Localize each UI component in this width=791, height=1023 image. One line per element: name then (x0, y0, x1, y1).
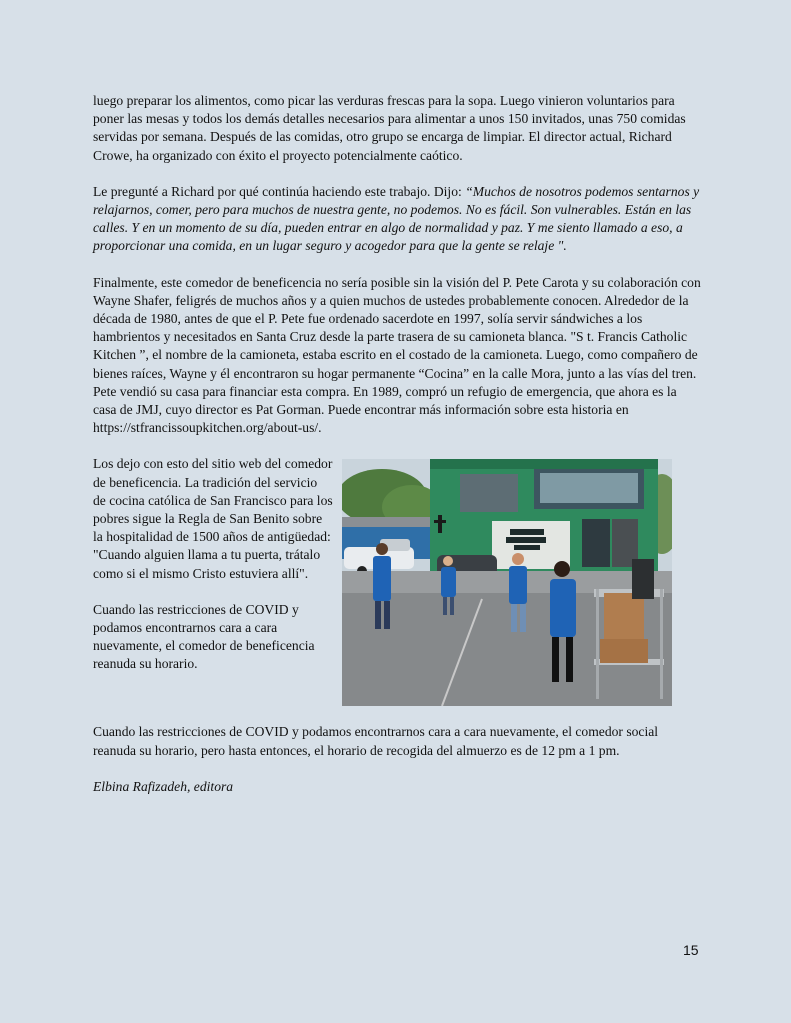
signature-text: Elbina Rafizadeh, editora (93, 778, 234, 794)
signature (93, 778, 703, 796)
article-body (93, 92, 703, 796)
paragraph-1: luego preparar los alimentos, como picar las verduras frescas para la sopa. Luego vinieron voluntarios para poner las mesas y todos los demás detalles necesarios para alimentar a unos 150 invitados, unas 750 comidas servidas por semana. Después de las comidas, otro grupo se encarga de limpiar. El director actual, Richard Crowe, ha organizado con éxito el proyecto potencialmente caótico. (93, 93, 686, 163)
page-number: 15 (683, 942, 699, 958)
paragraph-2 (93, 183, 703, 256)
left-column (93, 455, 333, 673)
paragraph-3: Finalmente, este comedor de beneficencia no sería posible sin la visión del P. Pete Carota y su colaboración con Wayne Shafer, feligrés de muchos años y a quien muchos de ustedes probablemente conocen. Alrededor de la década de 1980, antes de que el P. Pete fue ordenado sacerdote en 1997, solía servir sándwiches a los hambrientos y necesitados en Santa Cruz desde la parte trasera de su camioneta blanca. "S t. Francis Catholic Kitchen ”, el nombre de la camioneta, estaba escrito en el costado de la camioneta. Luego, como compañero de bienes raíces, Wayne y él encontraron su hogar permanente “Cocina” en la calle Mora, junto a las vías del tren. Pete vendió su casa para financiar esta compra. En 1989, compró un refugio de emergencia, que ahora es la casa de JMJ, cuyo director es Pat Gorman. Puede encontrar más información sobre esta historia en https://stfrancissoupkitchen.org/about-us/. (93, 274, 701, 436)
paper-bags (604, 593, 644, 639)
sign-plate-1 (510, 529, 544, 535)
paragraph-4: Los dejo con esto del sitio web del comedor de beneficencia. La tradición del servicio de cocina católica de San Francisco para los pobres sigue la Regla de San Benito sobre la hospitalidad de 1500 años de antigüedad: "Cuando alguien llama a tu puerta, trátalo como si el mismo Cristo estuviera allí". (93, 456, 333, 581)
volunteers-photo-illustration (342, 459, 672, 706)
text-with-photo (93, 455, 703, 705)
richard-quote: “Muchos de nosotros podemos sentarnos y relajarnos, comer, pero para muchos de nuestra gente, no podemos. No es fácil. Son vulnerables. Están en las calles. Y en un momento de su día, pueden entrar en algo de normalidad y paz. Y me siento llamado a eso, a proporcionar una comida, en un lugar seguro y acogedor para que la gente se relaje ". (93, 183, 700, 254)
paragraph-6: Cuando las restricciones de COVID y podamos encontrarnos cara a cara nuevamente, el comedor social reanuda su horario, pero hasta entonces, el horario de recogida del almuerzo es de 12 pm a 1 pm. (93, 724, 659, 758)
paragraph-2-intro: Le pregunté a Richard por qué continúa haciendo este trabajo. Dijo: (93, 183, 466, 199)
paragraph-5: Cuando las restricciones de COVID y podamos encontrarnos cara a cara nuevamente, el comedor de beneficencia reanuda su horario. (93, 601, 315, 672)
sign-plate-3 (514, 545, 540, 550)
sign-plate-2 (506, 537, 546, 543)
volunteers-photo (342, 459, 672, 706)
